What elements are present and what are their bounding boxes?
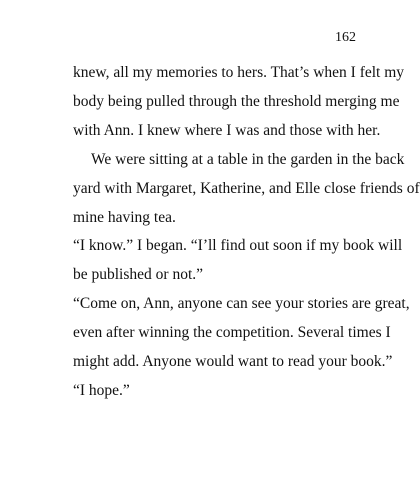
dialogue-line: “I know.” I began. “I’ll find out soon if my book will bbox=[73, 237, 403, 255]
paragraph-start-line: We were sitting at a table in the garden in the back bbox=[91, 150, 405, 168]
dialogue-line: “I hope.” bbox=[73, 381, 130, 399]
page-number: 162 bbox=[335, 30, 356, 45]
text-line: body being pulled through the threshold merging me bbox=[73, 92, 400, 110]
dialogue-line: “Come on, Ann, anyone can see your stories are great, bbox=[73, 295, 410, 313]
text-line: yard with Margaret, Katherine, and Elle close friends of bbox=[73, 179, 420, 197]
text-line: knew, all my memories to hers. That’s when I felt my bbox=[73, 64, 405, 81]
text-line: be published or not.” bbox=[73, 266, 204, 284]
text-line: mine having tea. bbox=[73, 208, 176, 226]
text-line: even after winning the competition. Several times I bbox=[73, 324, 391, 342]
text-line: might add. Anyone would want to read your book.” bbox=[73, 353, 393, 371]
text-line: with Ann. I knew where I was and those with her. bbox=[73, 121, 381, 139]
page-body-text bbox=[73, 59, 420, 406]
